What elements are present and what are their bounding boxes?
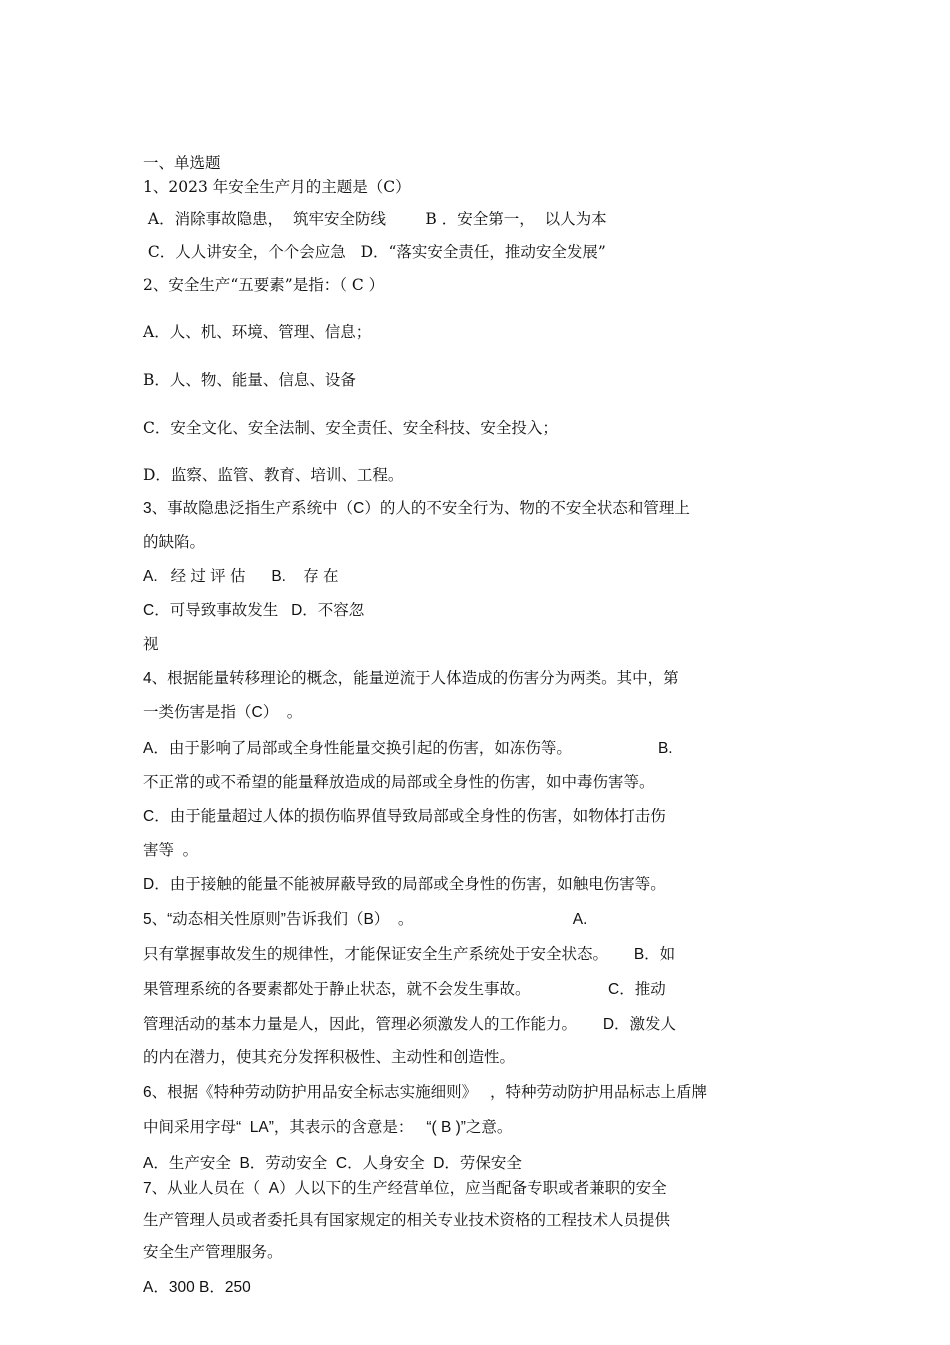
question-7-continued-2: 安全生产管理服务。 <box>143 1244 283 1261</box>
question-7-continued-1: 生产管理人员或者委托具有国家规定的相关专业技术资格的工程技术人员提供 <box>143 1212 671 1229</box>
question-4-option-d: D．由于接触的能量不能被屏蔽导致的局部或全身性的伤害，如触电伤害等。 <box>143 876 666 893</box>
question-4: 4、根据能量转移理论的概念，能量逆流于人体造成的伤害分为两类。其中，第 <box>143 670 679 687</box>
question-3: 3、事故隐患泛指生产系统中（C）的人的不安全行为、物的不安全状态和管理上 <box>143 500 690 517</box>
question-4-option-b: 不正常的或不希望的能量释放造成的局部或全身性的伤害，如中毒伤害等。 <box>143 774 655 791</box>
question-2: 2、安全生产“五要素”是指：（ C ） <box>143 276 385 294</box>
question-2-option-c: C．安全文化、安全法制、安全责任、安全科技、安全投入； <box>143 419 558 437</box>
question-5-options-line-2: 果管理系统的各要素都处于静止状态，就不会发生事故。 C．推动 <box>143 981 666 998</box>
question-3-options-cd-continued: 视 <box>143 636 159 653</box>
question-1: 1、2023 年安全生产月的主题是（C） <box>143 178 411 196</box>
question-2-option-d: D．监察、监管、教育、培训、工程。 <box>143 466 404 484</box>
question-4-option-c-continued: 害等 。 <box>143 842 199 859</box>
question-6-options: A．生产安全 B．劳动安全 C．人身安全 D．劳保安全 <box>143 1155 522 1172</box>
question-4-option-a: A．由于影响了局部或全身性能量交换引起的伤害，如冻伤等。 B. <box>143 740 673 757</box>
question-5-options-line-3: 管理活动的基本力量是人，因此，管理必须激发人的工作能力。 D．激发人 <box>143 1016 677 1033</box>
question-3-continued: 的缺陷。 <box>143 534 206 551</box>
question-5: 5、“动态相关性原则”告诉我们（B） 。 A. <box>143 911 588 928</box>
question-2-option-a: A．人、机、环境、管理、信息； <box>143 323 372 341</box>
question-6-continued: 中间采用字母“ LA”，其表示的含意是： “( B )”之意。 <box>143 1119 513 1136</box>
question-6: 6、根据《特种劳动防护用品安全标志实施细则》 ，特种劳动防护用品标志上盾牌 <box>143 1084 708 1101</box>
question-4-option-c: C．由于能量超过人体的损伤临界值导致局部或全身性的伤害，如物体打击伤 <box>143 808 666 825</box>
question-4-continued: 一类伤害是指（C） 。 <box>143 704 303 721</box>
question-5-options-line-1: 只有掌握事故发生的规律性，才能保证安全生产系统处于安全状态。 B．如 <box>143 946 676 963</box>
question-1-options-cd: C．人人讲安全，个个会应急 D．“落实安全责任，推动安全发展” <box>143 243 606 261</box>
question-7-options: A．300 B．250 <box>143 1279 251 1296</box>
question-7: 7、从业人员在（ A）人以下的生产经营单位，应当配备专职或者兼职的安全 <box>143 1180 667 1197</box>
section-heading: 一、单选题 <box>143 154 221 172</box>
question-3-options-cd: C．可导致事故发生 D．不容忽 <box>143 602 365 619</box>
question-1-options-ab: A．消除事故隐患， 筑牢安全防线 B ．安全第一， 以人为本 <box>143 210 607 228</box>
question-3-options-ab: A. 经 过 评 估 B. 存 在 <box>143 568 339 585</box>
question-5-options-line-4: 的内在潜力，使其充分发挥积极性、主动性和创造性。 <box>143 1049 516 1066</box>
question-2-option-b: B．人、物、能量、信息、设备 <box>143 371 356 389</box>
